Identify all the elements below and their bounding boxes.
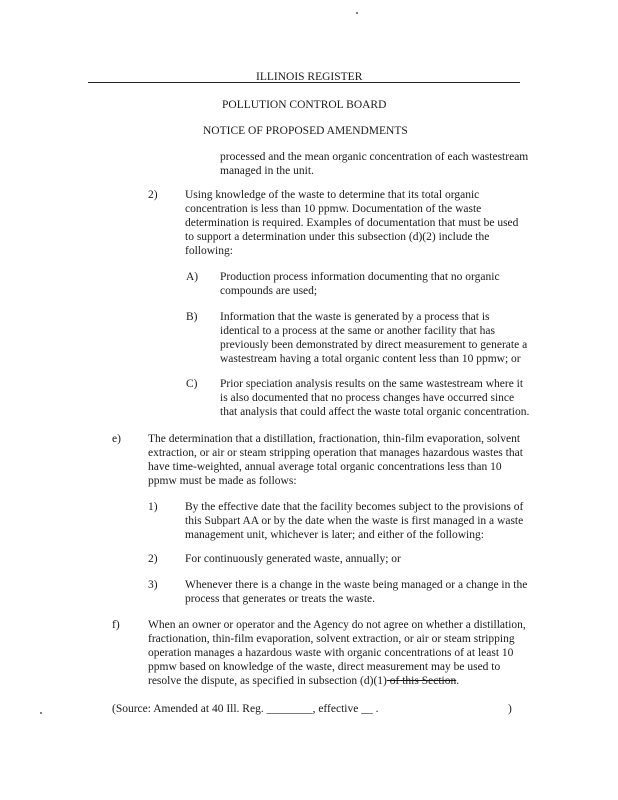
notice-title: NOTICE OF PROPOSED AMENDMENTS (203, 125, 408, 137)
section-f-struck-text: of this Section (386, 675, 457, 687)
scan-speck (40, 712, 42, 714)
sub-a-line: Production process information documenting that no organic (220, 271, 500, 283)
sub-b-line: previously been demonstrated by direct measurement to generate a (220, 339, 528, 351)
e-3-line: process that generates or treats the waste. (185, 593, 375, 605)
e-1-line: this Subpart AA or by the date when the waste is first managed in a waste (185, 515, 524, 527)
sub-c-line: Prior speciation analysis results on the same wastestream where it (220, 378, 524, 390)
section-e-marker: e) (112, 433, 121, 445)
sub-c-marker: C) (186, 378, 198, 390)
e-3-marker: 3) (148, 579, 158, 591)
sub-a-marker: A) (186, 271, 199, 283)
sub-b-marker: B) (186, 311, 198, 323)
e-1-line: management unit, whichever is later; and either of the following: (185, 529, 484, 541)
source-note-close: ) (508, 703, 512, 715)
board-title: POLLUTION CONTROL BOARD (222, 99, 387, 111)
section-f-line: fractionation, thin-film evaporation, solvent extraction, or air or steam stripping (148, 633, 515, 645)
e-1-marker: 1) (148, 501, 158, 513)
sub-b-line: wastestream having a total organic content less than 10 ppmw; or (220, 353, 521, 365)
item-2-line: following: (185, 245, 233, 257)
e-1-line: By the effective date that the facility becomes subject to the provisions of (185, 501, 524, 513)
continuation-line-1: processed and the mean organic concentration of each wastestream (220, 151, 529, 163)
section-f-marker: f) (112, 619, 120, 631)
section-e-line: have time-weighted, annual average total organic concentrations less than 10 (148, 461, 502, 473)
sub-c-line: is also documented that no process changes have occurred since (220, 392, 515, 404)
item-2-line: Using knowledge of the waste to determine that its total organic (185, 189, 480, 201)
e-3-line: Whenever there is a change in the waste being managed or a change in the (185, 579, 528, 591)
section-e-line: ppmw must be made as follows: (148, 475, 297, 487)
section-f-line: When an owner or operator and the Agency do not agree on whether a distillation, (148, 619, 526, 631)
section-f-line: ppmw based on knowledge of the waste, direct measurement may be used to (148, 661, 501, 673)
source-note: (Source: Amended at 40 Ill. Reg. ________, effective __ . (112, 703, 379, 715)
item-2-line: concentration is less than 10 ppmw. Documentation of the waste (185, 203, 482, 215)
sub-b-line: identical to a process at the same or another facility that has (220, 325, 495, 337)
e-2-marker: 2) (148, 553, 158, 565)
item-2-line: determination is required. Examples of documentation that must be used (185, 217, 519, 229)
sub-a-line: compounds are used; (220, 285, 318, 297)
scan-speck (356, 12, 358, 14)
sub-c-line: that analysis that could affect the waste total organic concentration. (220, 406, 530, 418)
item-2-marker: 2) (148, 189, 158, 201)
item-2-line: to support a determination under this subsection (d)(2) include the (185, 231, 490, 243)
continuation-line-2: managed in the unit. (220, 165, 314, 177)
section-f-last-line (148, 674, 459, 688)
section-f-line: operation manages a hazardous waste with organic concentrations of at least 10 (148, 647, 514, 659)
sub-b-line: Information that the waste is generated by a process that is (220, 311, 490, 323)
section-e-line: extraction, or air or steam stripping operation that manages hazardous wastes that (148, 447, 523, 459)
register-title: ILLINOIS REGISTER (256, 71, 363, 83)
e-2-line: For continuously generated waste, annually; or (185, 553, 401, 565)
section-f-last-text: resolve the dispute, as specified in subsection (d)(1) (148, 675, 387, 687)
section-e-line: The determination that a distillation, fractionation, thin-film evaporation, solvent (148, 433, 521, 445)
section-f-end: . (456, 675, 460, 687)
